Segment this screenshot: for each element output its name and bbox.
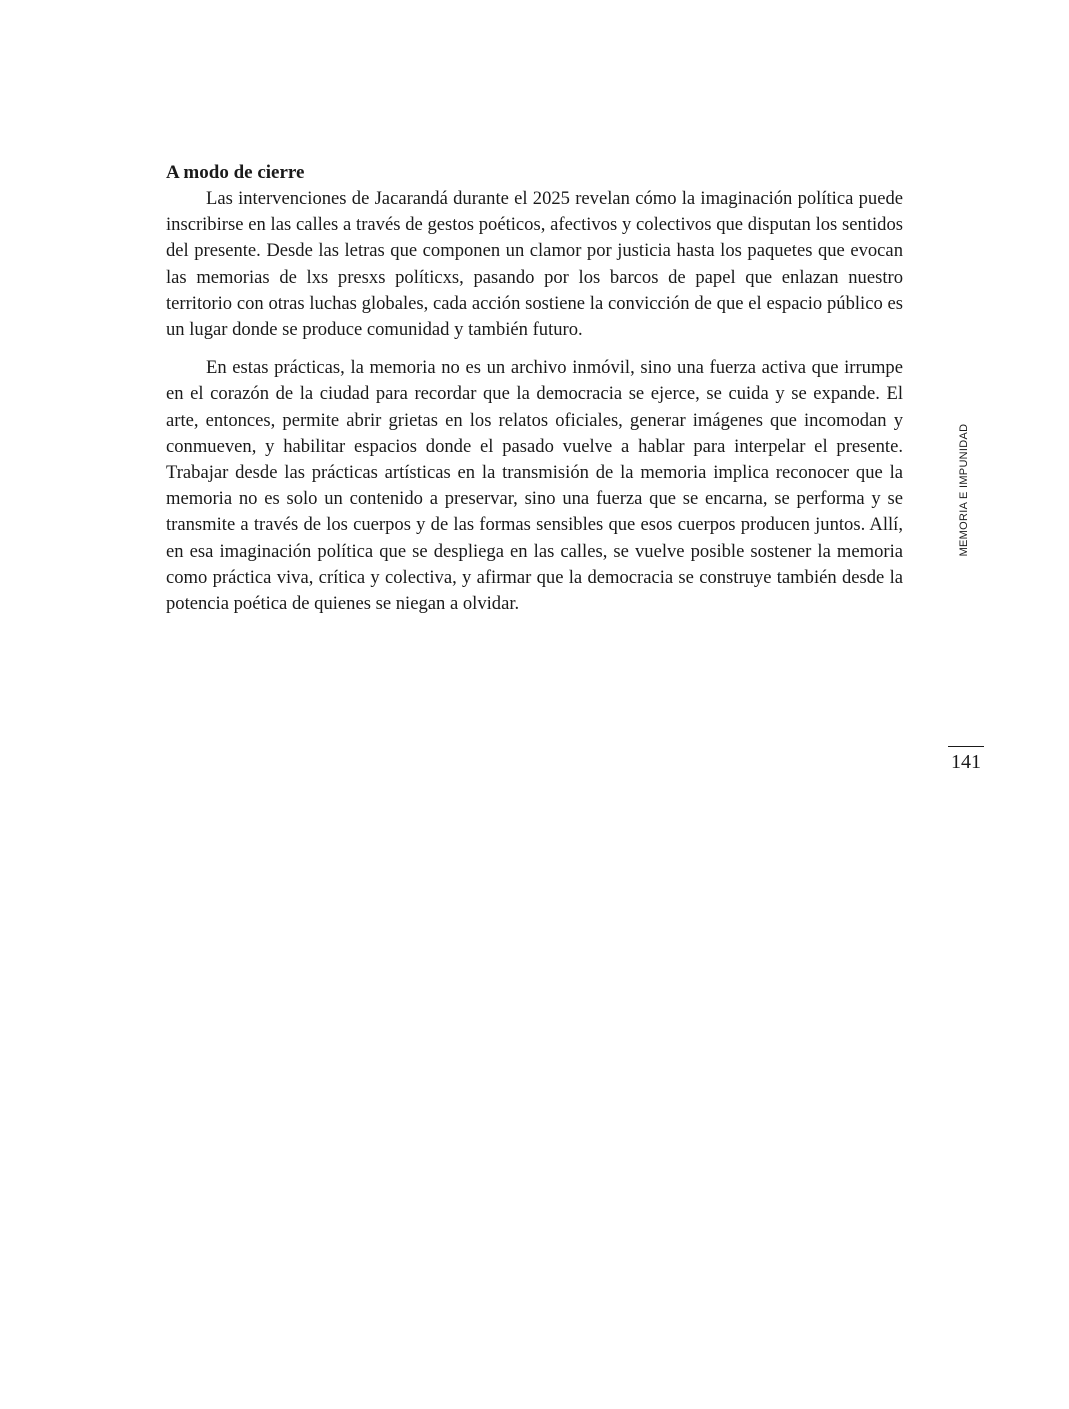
page-number-rule [948,746,984,747]
body-paragraph-2: En estas prácticas, la memoria no es un archivo inmóvil, sino una fuerza activa que irrumpe en el corazón de la ciudad para recordar que la democracia se ejerce, se cuida y se expande. El arte, entonces, permite abrir grietas en los relatos oficiales, generar imágenes que incomodan y conmueven, y habilitar espacios donde el pasado vuelve a hablar para interpelar el presente. Trabajar desde las prácticas artísticas en la transmisión de la memoria implica reconocer que la memoria no es solo un contenido a preservar, sino una fuerza que se encarna, se performa y se transmite a través de los cuerpos y de las formas sensibles que esos cuerpos producen juntos. Allí, en esa imaginación política que se despliega en las calles, se vuelve posible sostener la memoria como práctica viva, crítica y colectiva, y afirmar que la democracia se construye también desde la potencia poética de quienes se niegan a olvidar. [166,357,903,615]
running-head: MEMORIA E IMPUNIDAD [958,423,970,557]
section-heading: A modo de cierre [166,162,305,183]
body-paragraph-1: Las intervenciones de Jacarandá durante el 2025 revelan cómo la imaginación política puede inscribirse en las calles a través de gestos poéticos, afectivos y colectivos que disputan los sentidos del presente. Desde las letras que componen un clamor por justicia hasta los paquetes que evocan las memorias de lxs presxs políticxs, pasando por los barcos de papel que enlazan nuestro territorio con otras luchas globales, cada acción sostiene la convicción de que el espacio público es un lugar donde se produce comunidad y también futuro. [166,188,903,341]
main-text-block [166,160,903,617]
page-number: 141 [951,751,981,773]
